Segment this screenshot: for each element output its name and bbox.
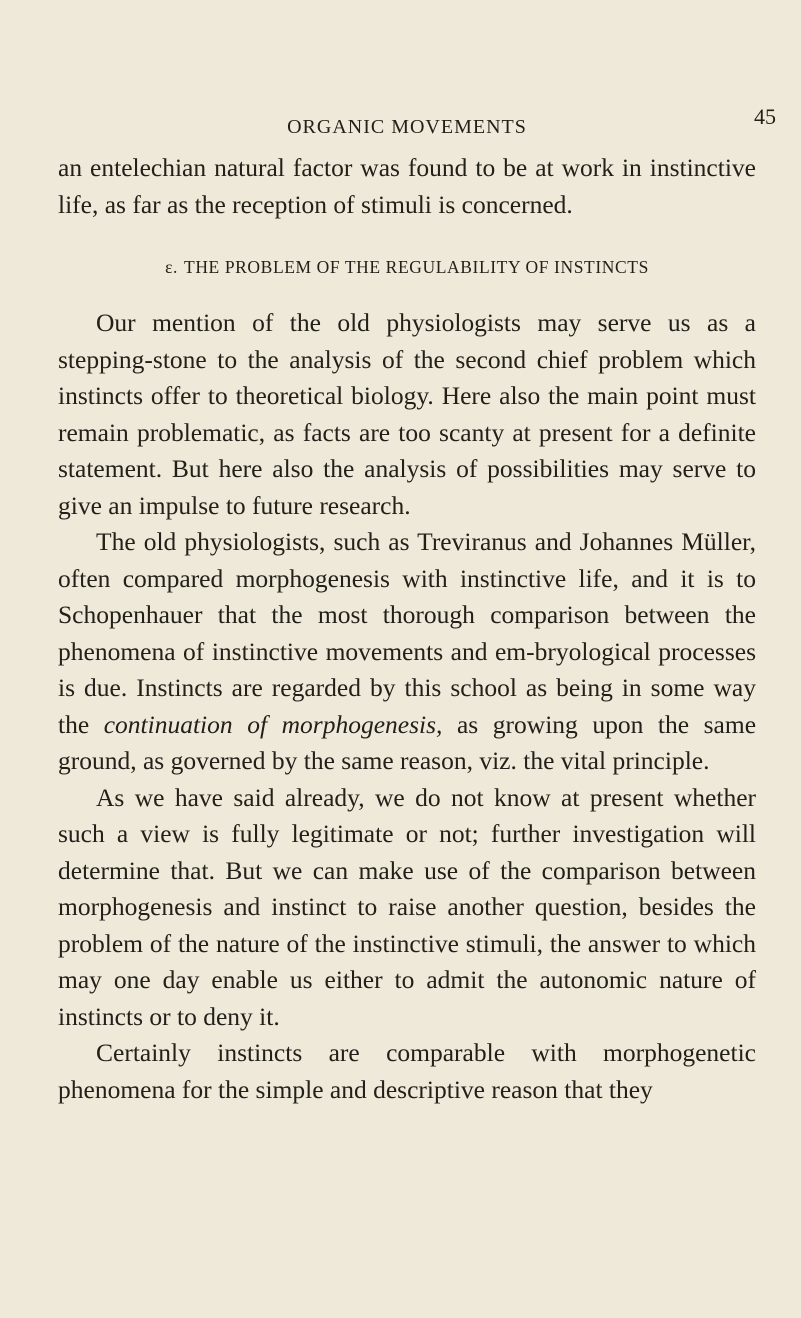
paragraph-treviranus [58, 524, 756, 780]
page-header [58, 104, 776, 142]
page-number: 45 [754, 104, 776, 129]
paragraph-legitimacy: As we have said already, we do not know at present whether such a view is fully legitimate or not; further investigation will determine that. But we can make use of the comparison between morphogenesis and instinct to raise another question, besides the problem of the nature of the instinctive stimuli, the answer to which may one day enable us either to admit the autonomic nature of instincts or to deny it. [58, 782, 756, 1031]
paragraph-text: as growing upon the same ground, as governed by the same reason, viz. the vital principle. [58, 709, 757, 775]
running-title: ORGANIC MOVEMENTS [287, 116, 527, 138]
paragraph-text: The old physiologists, such as Treviranus and Johannes Müller, often compared morphogenesis with instinctive life, and it is to Schopenhauer that the most thorough comparison between the phenomena of instinctive movements and em-bryological processes is due. Instincts are regarded by this school as being in some way the [58, 527, 756, 739]
section-heading [58, 255, 756, 279]
paragraph-comparison: Certainly instincts are comparable with morphogenetic phenomena for the simple and descriptive reason that they [58, 1038, 756, 1104]
section-letter: ε. [165, 257, 179, 277]
italic-phrase: continuation of morphogenesis, [103, 709, 443, 739]
body-text [58, 150, 756, 1108]
paragraph-continuation: an entelechian natural factor was found to be at work in instinctive life, as far as the reception of stimuli is concerned. [58, 153, 756, 219]
paragraph-old-physiologists: Our mention of the old physiologists may serve us as a stepping-stone to the analysis of the second chief problem which instincts offer to theoretical biology. Here also the main point must remain problematic, as facts are too scanty at present for a definite statement. But here also the analysis of possibilities may serve to give an impulse to future research. [58, 308, 756, 520]
section-title: THE PROBLEM OF THE REGULABILITY OF INSTINCTS [184, 257, 649, 277]
